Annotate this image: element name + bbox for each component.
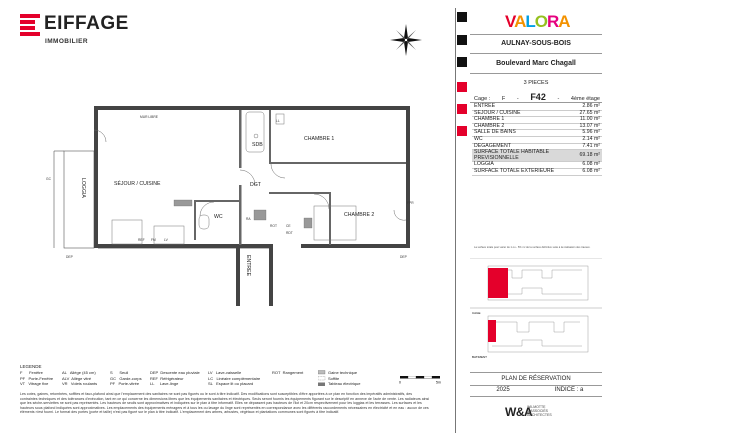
mark-rdt: RDT <box>286 231 293 235</box>
site-plan <box>470 258 602 360</box>
scale-bar <box>398 376 442 384</box>
brand-sub: IMMOBILIER <box>45 38 88 45</box>
surface-value: 11.00 m² <box>578 117 602 124</box>
legend-swatches <box>318 370 326 388</box>
surface-value: 69.18 m² <box>578 150 602 162</box>
architect-logo: W&A <box>505 405 533 419</box>
lot-floor: 4ème étage <box>570 96 600 102</box>
surface-value: 13.07 m² <box>579 122 600 129</box>
site-label-batiment: BATIMENT <box>472 355 487 359</box>
mur-libre-label: MUR LIBRE <box>140 115 158 119</box>
dash: - <box>516 96 519 102</box>
legend-col-2: AL Allège (45 cm) ALV Allège vitré VR Volets roulants <box>62 370 98 387</box>
surface-label: SURFACE TOTALE HABITABLE PREVISIONNELLE <box>472 150 578 162</box>
red-square <box>457 126 467 136</box>
cage-highlight <box>488 268 508 298</box>
site-label-cage: CAGE <box>472 311 481 315</box>
cage-value: F <box>501 96 506 102</box>
fixtures <box>98 112 356 248</box>
mark-ll: LL <box>276 119 280 123</box>
disclaimer-footnote: Les cotes, gaines, retombées, soffites et faux-plafond ainsi que l'emplacement des sanitaires ne sont pas figurés ou le sont à titre indicatif. Des modifications sont susceptibles d'être apportées à ce plan en fonction des impératifs administratifs, des contraintes techniques et des tolérances d'exécution, tant en ce qui concerne les dimensions libres que les équipements sanitaires et électriques. Seuls seront fournis les équipements figurant sur le descriptif en annexe de l'acte de vente. Les radiateurs ainsi que les sèche-serviettes ne sont pas représentés. Les hauteurs de seuils sont approximatives et indiquées sur le plan à titre informatif. Elles ne dépassent pas hauteurs de l'ilot et 20cm respectivement pour les loggias et les terrasses. Les surfaces et les hauteurs sous plafond indiquées sont approximatives. Les emplacements des équipements ménagers et à tous les ou lavage du linge sont représentés en correspondance avec les différents raccordements nécessaires en électricité et en eau : aucun de ces éléments n'est fourni. Le format des portes (porte et taille) n'est pas figuré sur le plan à titre indicatif. L'emplacement des arbres, arbustes, végétaux et plantations communes sont figurés à titre indicatif. <box>20 392 430 415</box>
compass-rose-icon <box>388 22 424 58</box>
surface-value: 2.86 m² <box>578 104 602 110</box>
plan-meta <box>470 387 602 393</box>
surface-label: SURFACE TOTALE EXTERIEURE <box>472 168 578 175</box>
mark-fm: FM <box>151 238 156 242</box>
room-label-entree: ENTREE <box>245 255 251 277</box>
room-label-chambre2: CHAMBRE 2 <box>344 212 375 218</box>
surface-label: SEJOUR / CUISINE <box>472 110 578 117</box>
mark-ref: REF <box>138 238 145 242</box>
surface-value: 6.08 m² <box>578 168 602 175</box>
legend-col-6: ROT Rangement <box>272 370 304 375</box>
cage-label: Cage : <box>474 96 491 102</box>
room-label-sdb: SDB <box>252 142 263 148</box>
exterior-walls <box>94 106 410 306</box>
room-label-wc: WC <box>214 214 223 220</box>
floor-plan <box>14 100 444 330</box>
legend-col-5: LV Lave-vaisselle LC Linéaire complémentaire SL Espace lit ou placard <box>208 370 261 387</box>
black-square <box>457 12 467 22</box>
room-label-chambre1: CHAMBRE 1 <box>304 136 335 142</box>
room-label-dgt: DGT <box>250 182 261 188</box>
mark-ra: RA <box>246 217 251 221</box>
mark-fpr: FPR <box>407 201 414 205</box>
black-square <box>457 57 467 67</box>
info-panel <box>455 8 607 433</box>
surface-label: ENTREE <box>472 104 578 110</box>
red-square <box>457 104 467 114</box>
surface-label: DEGAGEMENT <box>472 143 578 150</box>
surface-note: La surface totale peut varier de 1 ou - 5% m² de la surface définitive suite à la réalisation des travaux. <box>474 246 591 249</box>
room-label-sejour: SÉJOUR / CUISINE <box>114 181 161 187</box>
mark-dep-right: DEP <box>400 255 407 259</box>
lot-type: 3 PIECES <box>523 80 549 86</box>
surface-value: 27.65 m² <box>579 109 600 116</box>
legend-col-3: S Seuil GC Garde-corps PF Porte-vitrée <box>110 370 142 387</box>
brand-name: EIFFAGE <box>44 13 129 34</box>
surface-row <box>472 150 602 162</box>
architect-name: WILMOTTE & ASSOCIÉS ARCHITECTES <box>527 405 552 418</box>
doors <box>94 130 406 220</box>
loggia-outline <box>54 151 94 248</box>
legend-col-1: F Fenêtre PF Porte-Fenêtre VT Vitrage fixe <box>20 370 54 387</box>
program-logo: VALORA <box>505 12 570 31</box>
legend-title: LEGENDE <box>20 364 42 369</box>
program-street: Boulevard Marc Chagall <box>496 60 576 67</box>
surface-label: CHAMBRE 2 <box>472 123 578 130</box>
legend-col-7: Gaine technique Soffite Tableau électrique <box>328 370 361 387</box>
black-square <box>457 35 467 45</box>
dash: - <box>557 96 560 102</box>
mark-gc: GC <box>46 177 51 181</box>
mark-ce: CE <box>286 224 291 228</box>
mark-rot: ROT <box>270 224 277 228</box>
surface-label: SALLE DE BAINS <box>472 130 578 137</box>
plan-type: PLAN DE RÉSERVATION <box>501 376 571 382</box>
eiffage-logo-icon <box>20 14 40 36</box>
surface-value: 5.96 m² <box>578 130 602 137</box>
surface-value: 2.14 m² <box>578 136 602 143</box>
mark-dep-left: DEP <box>66 255 73 259</box>
batiment-highlight <box>488 320 496 342</box>
scale-min: 0 <box>399 380 401 384</box>
surface-value: 7.41 m² <box>578 143 602 150</box>
surface-label: LOGGIA <box>472 162 578 169</box>
interior-walls <box>194 110 406 245</box>
lot-number: F42 <box>530 92 546 102</box>
red-square <box>457 82 467 92</box>
room-label-loggia: LOGGIA <box>80 178 86 198</box>
surface-label: CHAMBRE 1 <box>472 117 578 124</box>
surface-label: WC <box>472 136 578 143</box>
surface-value: 6.08 m² <box>578 162 602 169</box>
program-city: AULNAY-SOUS-BOIS <box>501 40 571 47</box>
plan-index: INDICE : a <box>554 387 584 393</box>
lot-identifier <box>474 92 600 102</box>
mark-lv: LV <box>164 238 168 242</box>
plan-year: 2025 <box>496 387 510 393</box>
surface-row <box>472 168 602 175</box>
surface-table <box>472 104 602 176</box>
scale-max: 5m <box>436 380 441 384</box>
legend-col-4: DEP Descente eau pluviale REF Réfrigérateur LL Lave-linge <box>150 370 200 387</box>
